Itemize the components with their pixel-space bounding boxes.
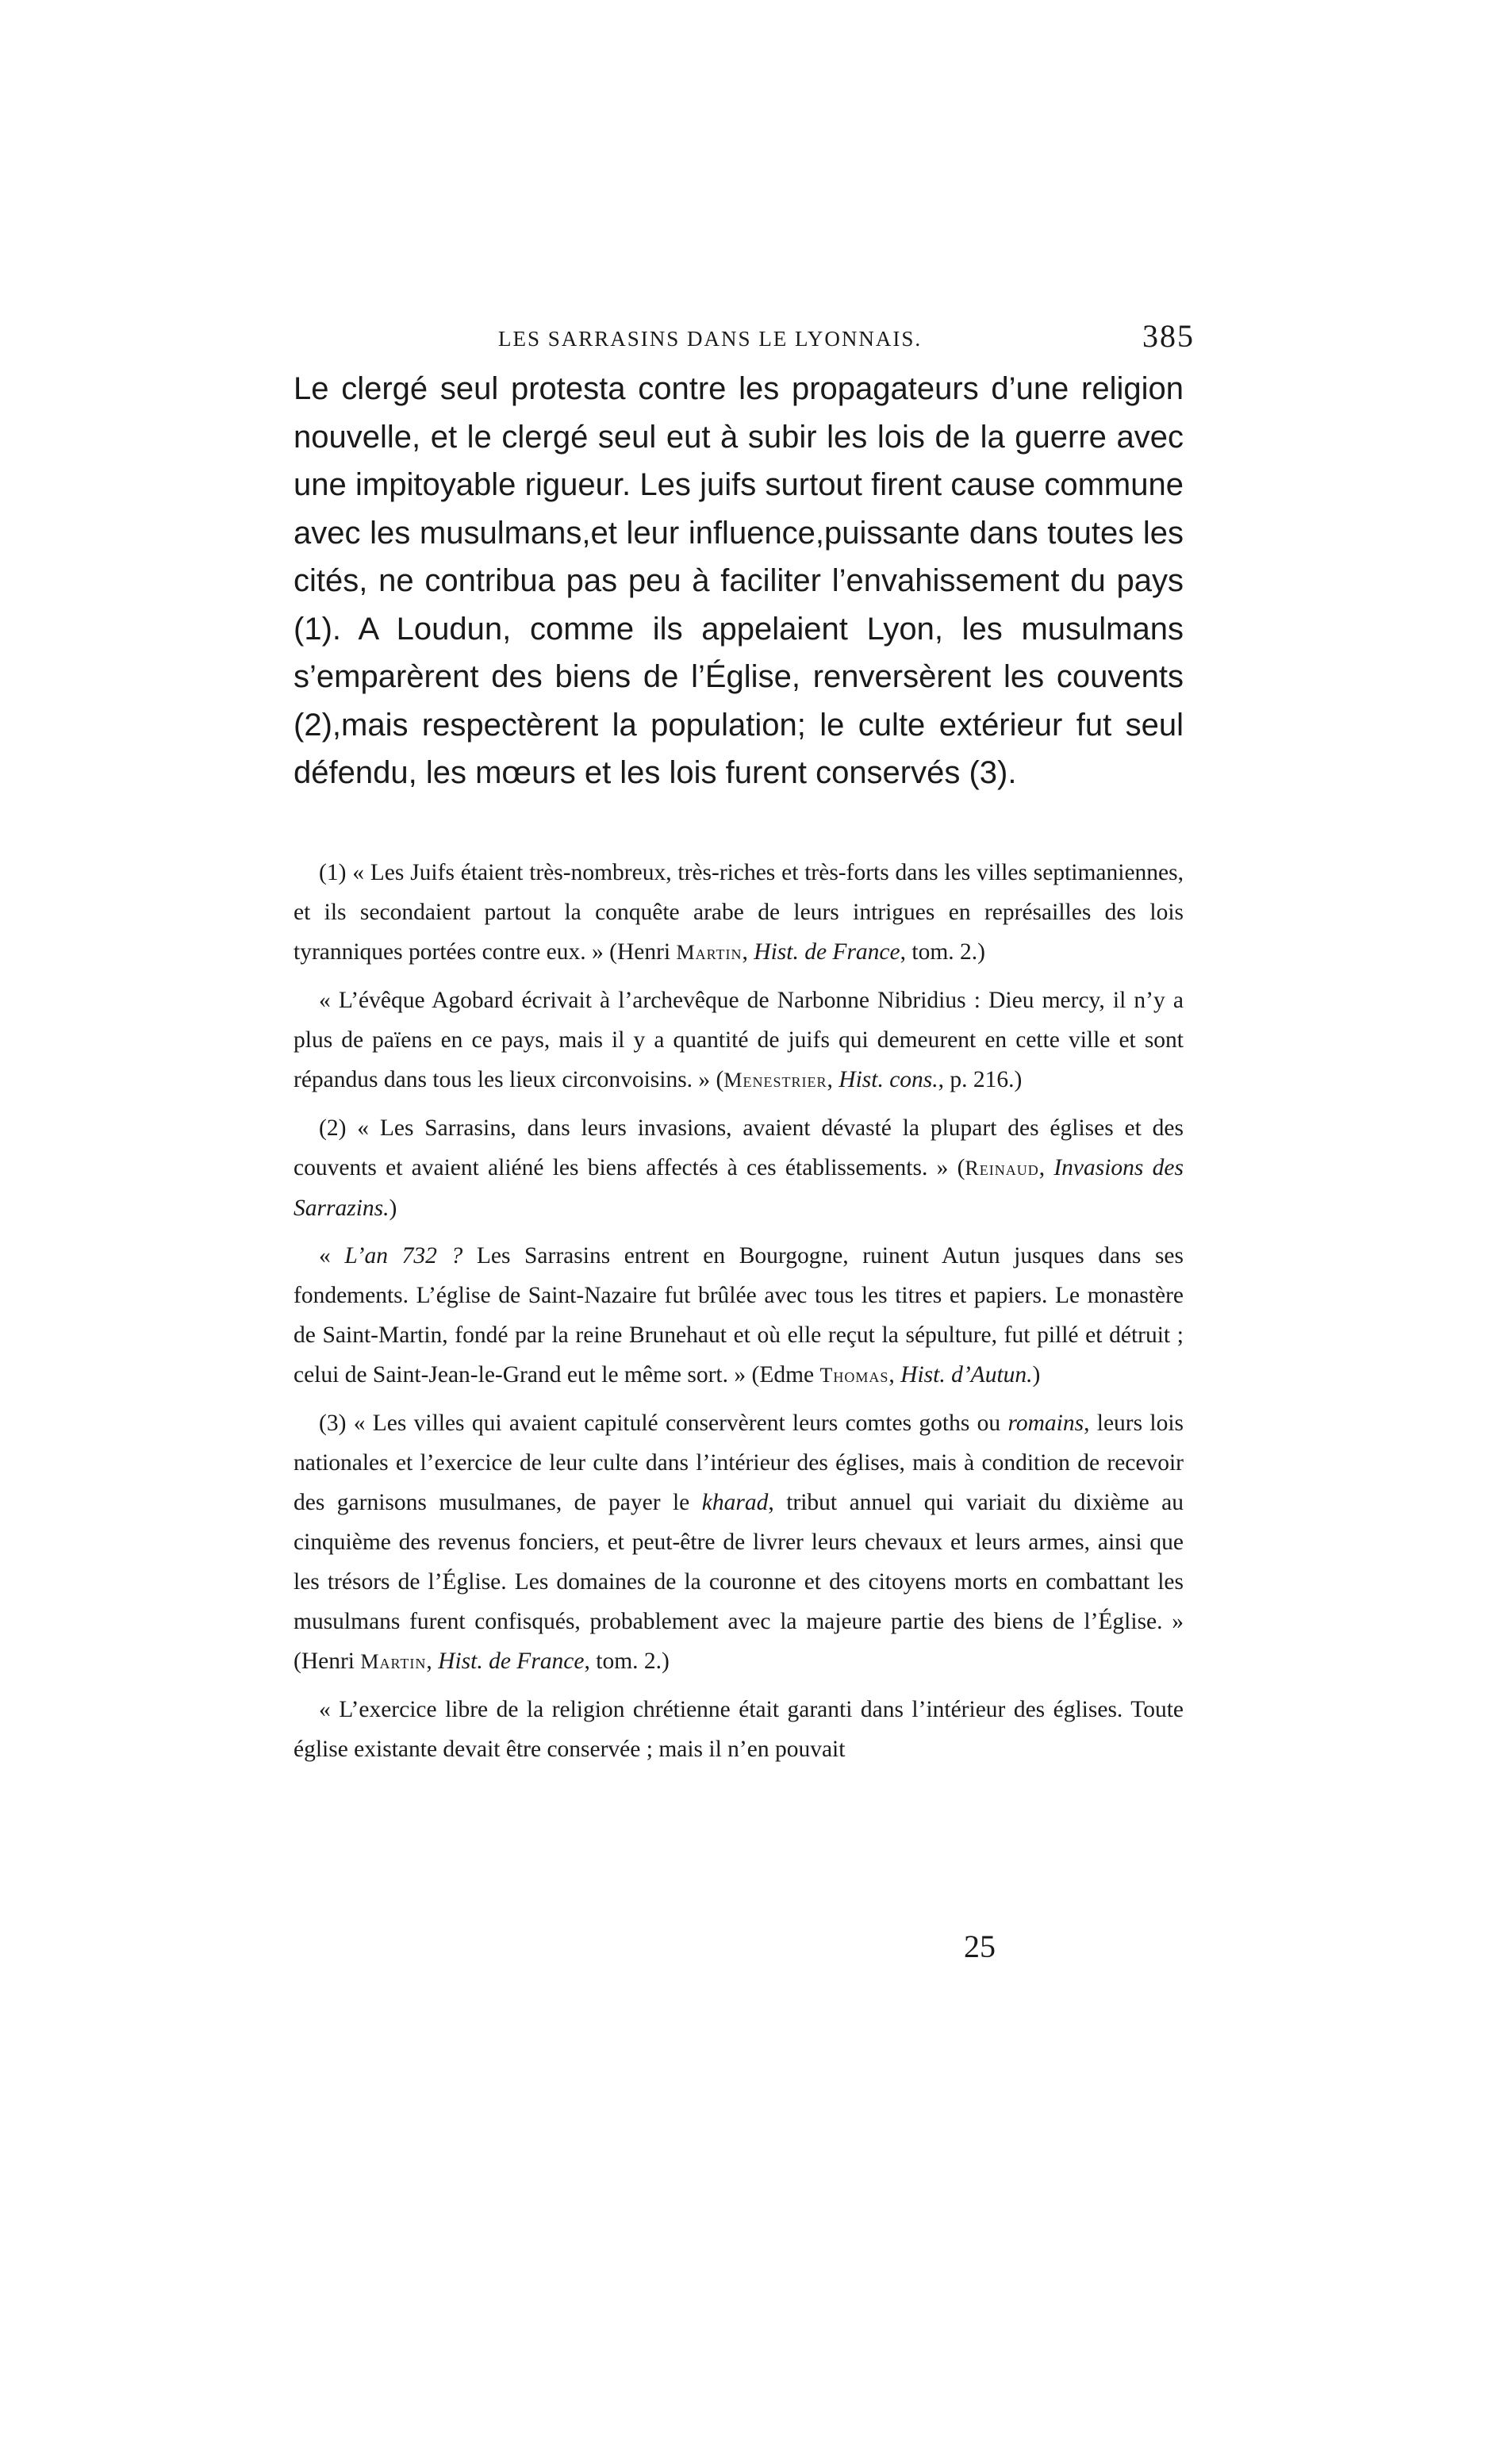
footnote-mid: , leurs lois nationales et l’exercice de leur culte dans l’intérieur des églises, mais à condition de recevoir des garnisons musulmanes, de payer le — [294, 1410, 1184, 1515]
footnote-separator: , — [827, 1066, 839, 1092]
footnote-text: Les Sarrasins entrent en Bourgogne, ruinent Autun jusques dans ses fondements. L’église de Saint-Nazaire fut brûlée avec tous les titres et papiers. Le monastère de Saint-Martin, fondé par la reine Brunehaut et où elle reçut la sépulture, fut pillé et détruit ; celui de Saint-Jean-le-Grand eut le même sort. » (Edme — [294, 1242, 1184, 1388]
footnote-tail: ) — [1032, 1361, 1041, 1388]
footnote-separator: , — [426, 1648, 439, 1674]
footnote-author: Martin — [360, 1649, 427, 1673]
footnote-author: Menestrier — [723, 1068, 827, 1092]
footnote-work: Invasions des Sarrazins. — [294, 1154, 1184, 1221]
footnote-romains: romains — [1007, 1410, 1084, 1436]
footnote-lead: (3) « Les villes qui avaient capitulé conservèrent leurs comtes goths ou — [319, 1410, 1008, 1436]
footnote-kharad: kharad — [701, 1489, 769, 1515]
footnote-open: « — [319, 1242, 345, 1269]
footnote-tail: ) — [389, 1195, 397, 1221]
footnote-work: Hist. de France — [754, 938, 900, 965]
footnote-author: Martin — [676, 940, 743, 964]
footnote-tail: , tom. 2.) — [900, 938, 985, 965]
page-number: 385 — [1142, 318, 1195, 354]
footnote-separator: , — [742, 938, 754, 965]
footnote-2a — [294, 1108, 1184, 1228]
footnote-text: , tribut annuel qui variait du dixième au cinquième des revenus fonciers, et peut-être de livrer leurs chevaux et leurs armes, ainsi que les trésors de l’Église. Les domaines de la couronne et des citoyens morts en combattant les musulmans furent confisqués, probablement avec la majeure partie des biens de l’Église. » (Henri — [294, 1489, 1184, 1674]
footnote-author: Thomas — [819, 1363, 889, 1387]
running-title: LES SARRASINS DANS LE LYONNAIS. — [498, 327, 923, 351]
footnote-1b — [294, 981, 1184, 1100]
footnote-separator: , — [1038, 1154, 1054, 1180]
footnote-3a — [294, 1403, 1184, 1682]
running-head — [294, 317, 1222, 365]
footnote-text: « L’exercice libre de la religion chrétienne était garanti dans l’intérieur des églises. Toute église existante devait être conservée ; mais il n’en pouvait — [294, 1696, 1184, 1762]
footnote-tail: , p. 216.) — [938, 1066, 1023, 1092]
footnote-3b — [294, 1690, 1184, 1769]
footnote-author: Reinaud — [965, 1156, 1039, 1180]
footnote-text: « L’évêque Agobard écrivait à l’archevêque de Narbonne Nibridius : Dieu mercy, il n’y a plus de païens en ce pays, mais il y a quantité de juifs qui demeurent en cette ville et sont répandus dans tous les lieux circonvoisins. » ( — [294, 987, 1184, 1092]
signature-mark: 25 — [964, 1929, 996, 1964]
footnote-year-label: L’an — [344, 1242, 388, 1269]
main-paragraph: Le clergé seul protesta contre les propagateurs d’une religion nouvelle, et le clergé seul eut à subir les lois de la guerre avec une impitoyable rigueur. Les juifs surtout firent cause commune avec les musulmans,et leur influence,puissante dans toutes les cités, ne contribua pas peu à faciliter l’envahissement du pays (1). A Loudun, comme ils appelaient Lyon, les musulmans s’emparèrent des biens de l’Église, renversèrent les couvents (2),mais respectèrent la population; le culte extérieur fut seul défendu, les mœurs et les lois furent conservés (3). — [294, 371, 1184, 790]
footnote-text: (2) « Les Sarrasins, dans leurs invasions, avaient dévasté la plupart des églises et des couvents et avaient aliéné les biens affectés à ces établissements. » ( — [294, 1115, 1184, 1180]
footnote-tail: , tom. 2.) — [584, 1648, 670, 1674]
footnote-1a — [294, 853, 1184, 973]
footnote-work: Hist. cons. — [839, 1066, 938, 1092]
footnotes — [294, 853, 1184, 1769]
footnote-work: Hist. d’Autun. — [900, 1361, 1033, 1388]
footnote-separator: , — [888, 1361, 901, 1388]
footnote-year-number: 732 ? — [388, 1242, 463, 1269]
page-body — [294, 317, 1222, 1777]
footnote-2b — [294, 1236, 1184, 1395]
footnote-text: (1) « Les Juifs étaient très-nombreux, très-riches et très-forts dans les villes septimaniennes, et ils secondaient partout la conquête arabe de leurs intrigues en représailles des lois tyranniques portées contre eux. » (Henri — [294, 859, 1184, 965]
footnote-work: Hist. de France — [438, 1648, 585, 1674]
